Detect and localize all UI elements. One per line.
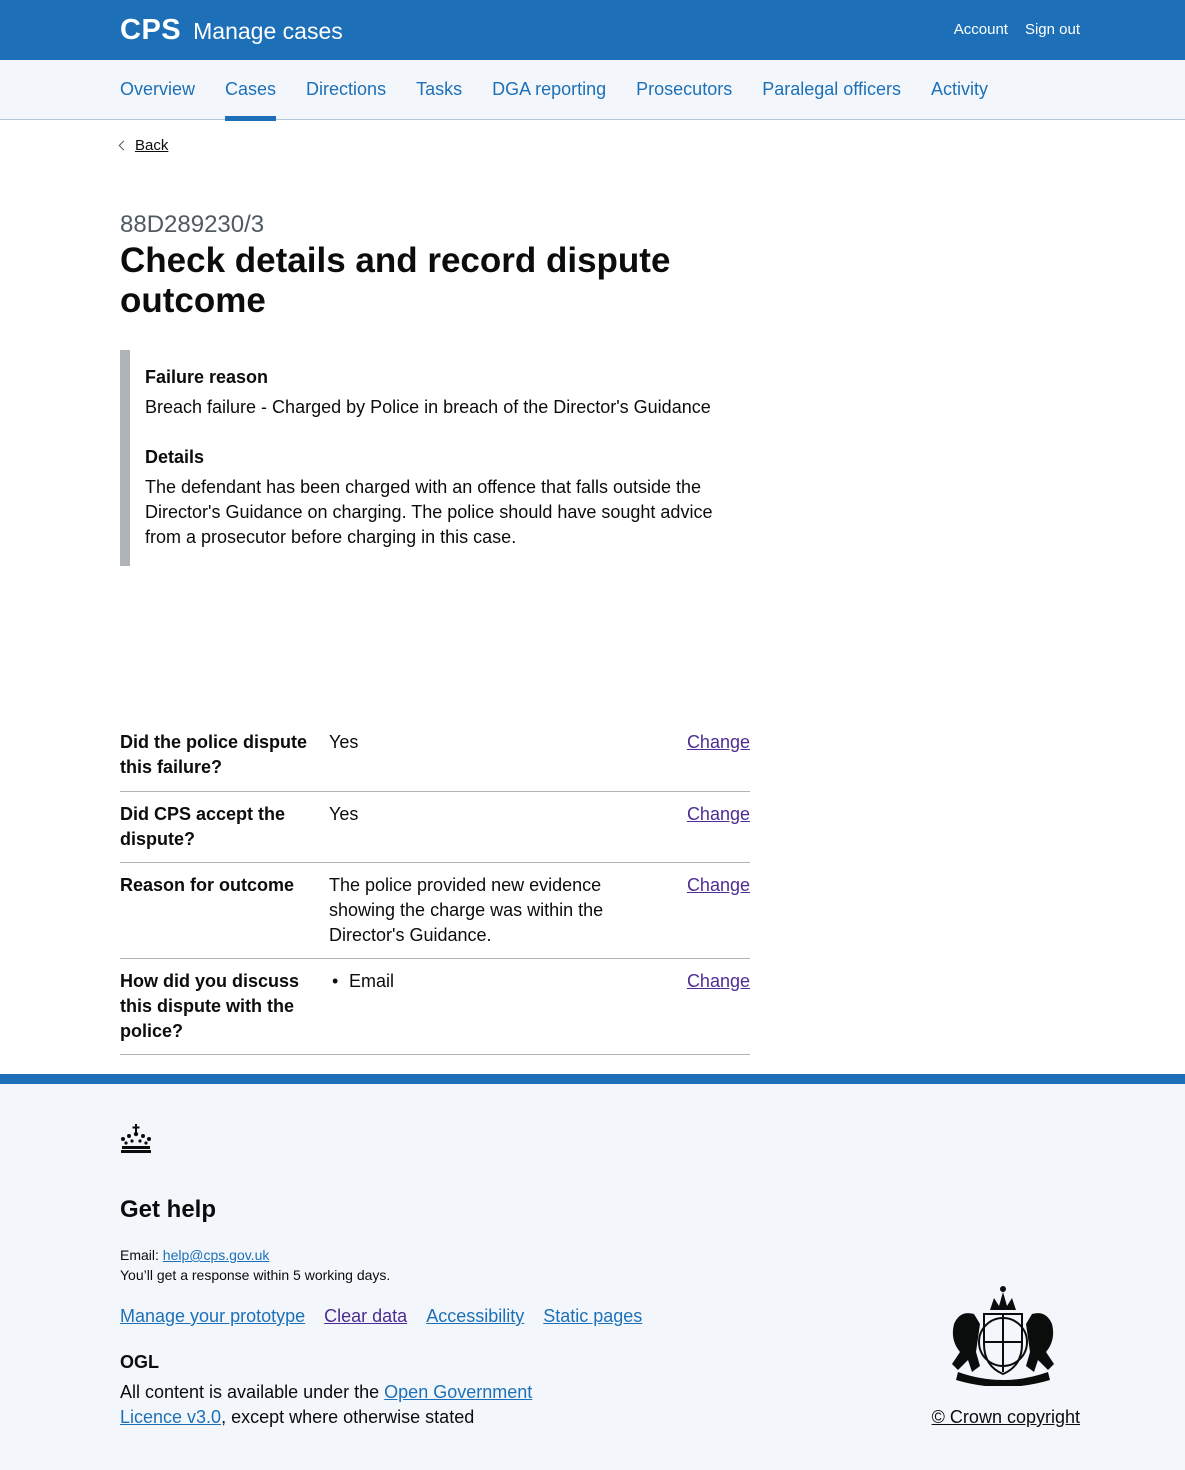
summary-key: How did you discuss this dispute with the police? [120,970,300,1041]
help-email-line [120,1247,269,1263]
summary-key: Reason for outcome [120,874,295,895]
failure-inset [120,350,750,566]
footer-link-accessibility[interactable]: Accessibility [426,1306,525,1326]
details-text: The defendant has been charged with an offence that falls outside the Director's Guidance on charging. The police should have sought advice from a prosecutor before charging in this case. [145,477,713,547]
nav-item-prosecutors[interactable]: Prosecutors [636,79,733,99]
nav-item-activity[interactable]: Activity [930,79,988,99]
nav-item-cases[interactable]: Cases [225,60,276,120]
crown-copyright-link[interactable]: © Crown copyright [931,1407,1080,1427]
summary-list [120,730,750,1055]
footer-link-static-pages[interactable]: Static pages [543,1306,643,1326]
account-link[interactable]: Account [953,21,1008,38]
summary-row [120,958,750,1054]
nav-item-overview[interactable]: Overview [120,79,196,99]
summary-value: Yes [329,732,359,752]
change-link[interactable]: Change [686,874,750,895]
account-navigation [954,21,1080,38]
licence-text [120,1380,560,1430]
summary-key: Did the police dispute this failure? [120,732,308,777]
cps-logo[interactable]: CPS [120,14,182,46]
nav-item-tasks[interactable]: Tasks [416,79,463,99]
ogl-logo-icon [120,1353,162,1370]
summary-row [120,862,750,958]
response-time-text: You’ll get a response within 5 working days. [120,1267,391,1283]
ogl-logo-text: OGL [120,1353,159,1370]
change-link[interactable]: Change [686,970,750,991]
site-header [0,0,1185,60]
summary-value: Yes [329,803,359,824]
service-name[interactable]: Manage cases [193,18,343,44]
summary-row [120,730,750,791]
crown-icon [120,1124,152,1154]
back-link-label[interactable]: Back [135,137,169,154]
brand[interactable] [120,14,343,47]
back-link[interactable] [120,137,168,154]
summary-value: The police provided new evidence showing the charge was within the Director's Guidance. [329,874,604,945]
summary-row [120,791,750,862]
page-title: Check details and record dispute outcome [120,241,671,320]
case-reference: 88D289230/3 [120,211,265,238]
footer-links [120,1306,642,1327]
licence-prefix: All content is available under the [120,1382,385,1402]
licence-link[interactable]: Open Government Licence v3.0 [120,1382,533,1427]
nav-item-dga-reporting[interactable]: DGA reporting [492,79,607,99]
footer-link-clear-data[interactable]: Clear data [324,1306,408,1326]
summary-key: Did CPS accept the dispute? [120,803,286,849]
failure-reason-heading: Failure reason [145,367,269,387]
details-heading: Details [145,447,205,467]
change-link[interactable]: Change [686,732,750,752]
summary-value-list [329,969,629,994]
chevron-left-icon [119,140,129,150]
email-label: Email: [120,1247,159,1263]
list-item: • Email [329,969,629,994]
primary-navigation [0,60,1185,120]
footer-link-manage-prototype[interactable]: Manage your prototype [120,1306,306,1326]
nav-item-directions[interactable]: Directions [306,79,387,99]
licence-suffix: , except where otherwise stated [221,1407,475,1427]
site-footer [0,1074,1185,1470]
royal-coat-of-arms-icon [944,1284,1062,1386]
nav-item-paralegal-officers[interactable]: Paralegal officers [762,79,901,99]
sign-out-link[interactable]: Sign out [1024,21,1080,38]
get-help-heading: Get help [120,1196,217,1223]
failure-reason-text: Breach failure - Charged by Police in breach of the Director's Guidance [145,397,711,417]
help-email-link[interactable]: help@cps.gov.uk [162,1247,270,1263]
change-link[interactable]: Change [686,803,750,824]
